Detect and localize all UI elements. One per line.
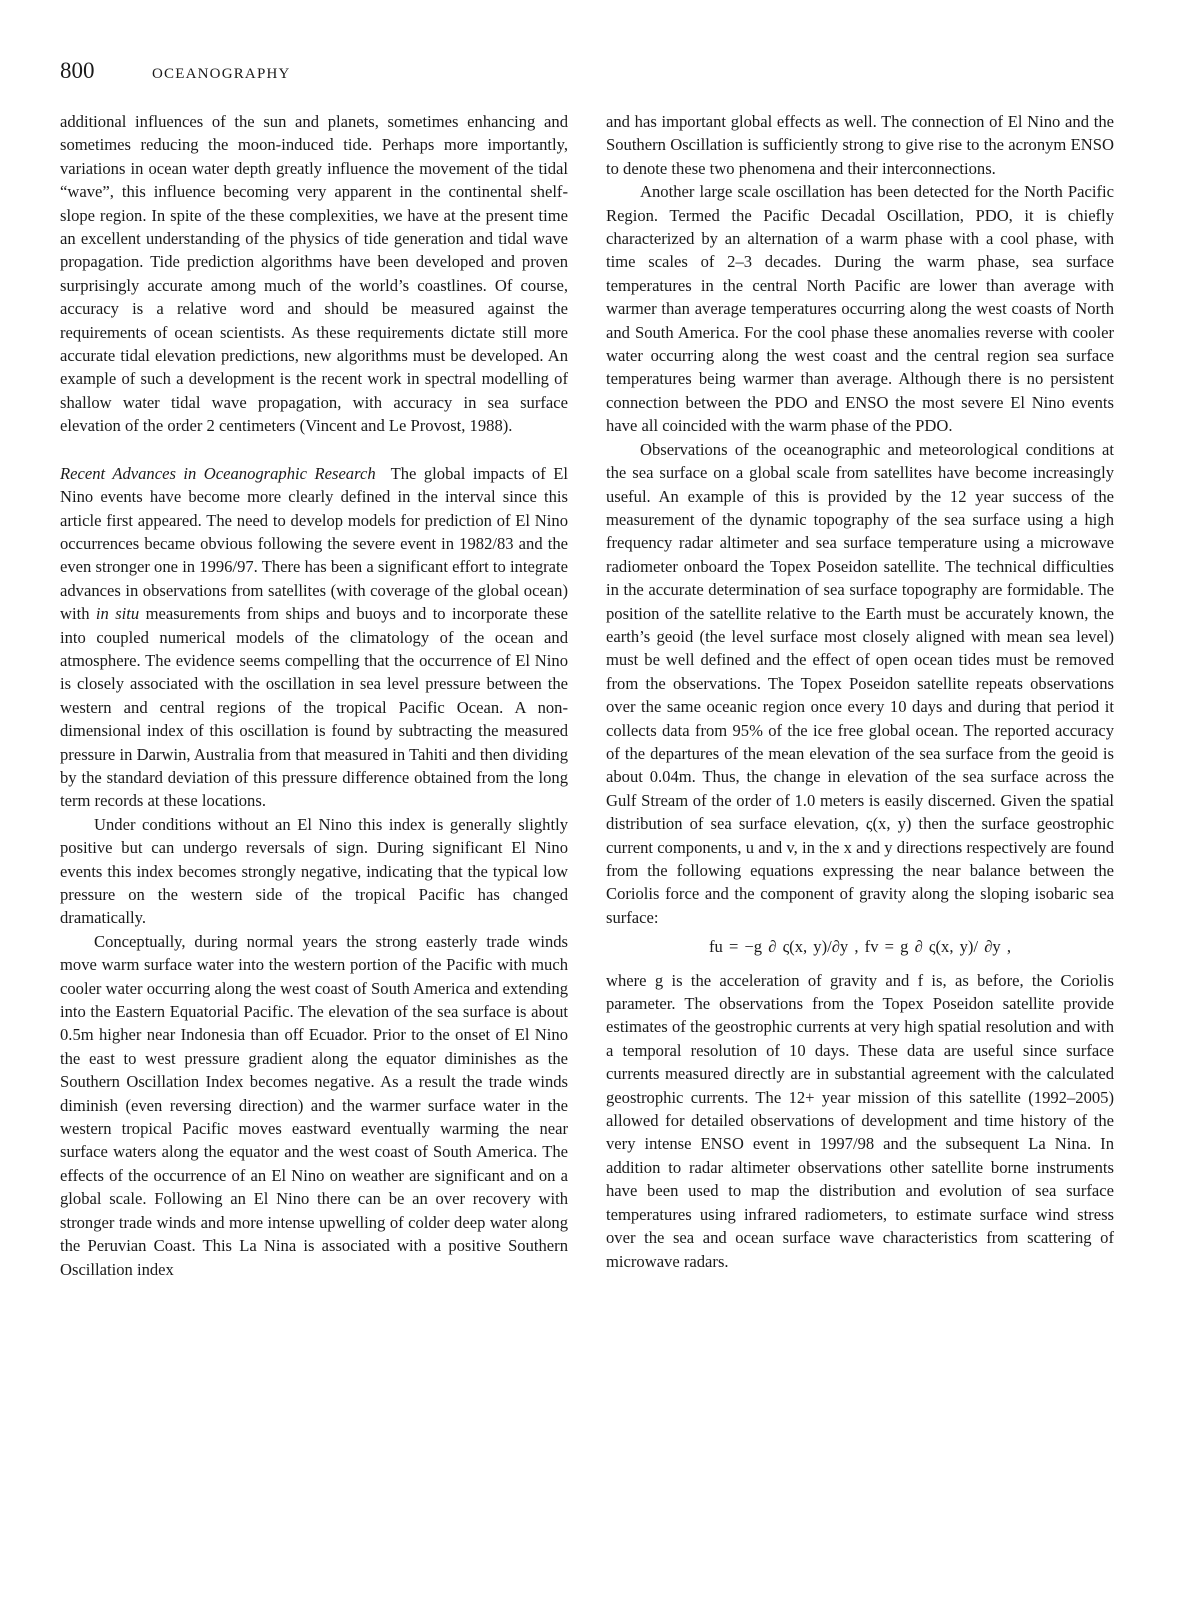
paragraph-text: The global impacts of El Nino events have become more clearly defined in the interval since this article first appeared. The need to develop models for prediction of El Nino occurrences became obvious following the severe event in 1982/83 and the even stronger one in 1996/97. There has been a significant effort to integrate advances in observations from satellites (with coverage of the global ocean) with: [60, 463, 568, 624]
paragraph-topex-results: where g is the acceleration of gravity and f is, as before, the Coriolis parameter. The observations from the Topex Poseidon satellite provide estimates of the geostrophic currents at very high spatial resolution and with a temporal resolution of 10 days. These data are useful since surface currents measured directly are in substantial agreement with the calculated geostrophic currents. The 12+ year mission of this satellite (1992–2005) allowed for detailed observations of development and time history of the very intense ENSO event in 1997/98 and the subsequent La Nina. In addition to radar altimeter observations other satellite borne instruments have been used to map the distribution and evolution of sea surface temperatures using infrared radiometers, to estimate surface wind stress over the sea and ocean surface wave characteristics from scattering of microwave radars.: [606, 970, 1114, 1271]
paragraph-text: measurements from ships and buoys and to incorporate these into coupled numerical models of the climatology of the ocean and atmosphere. The evidence seems compelling that the occurrence of El Nino is closely associated with the oscillation in sea level pressure between the western and central regions of the tropical Pacific Ocean. A non-dimensional index of this oscillation is found by subtracting the measured pressure in Darwin, Australia from that measured in Tahiti and then dividing by the standard deviation of this pressure difference obtained from the long term records at these locations.: [60, 604, 569, 811]
geostrophic-equation: fu = −g ∂ ς(x, y)/∂y , fv = g ∂ ς(x, y)/ ∂y ,: [708, 937, 1012, 957]
paragraph-recent-advances: [60, 462, 568, 813]
page-header: [60, 58, 291, 84]
left-column: [60, 110, 568, 1281]
paragraph-enso: and has important global effects as well. The connection of El Nino and the Southern Oscillation is sufficiently strong to give rise to the acronym ENSO to denote these two phenomena and their interconnections.: [606, 112, 1114, 178]
paragraph-normal-years: Conceptually, during normal years the strong easterly trade winds move warm surface water into the western portion of the Pacific with much cooler water occurring along the west coast of South America and extending into the Eastern Equatorial Pacific. The elevation of the sea surface is about 0.5m higher near Indonesia than off Ecuador. Prior to the onset of El Nino the east to west pressure gradient along the equator diminishes as the Southern Oscillation Index becomes negative. As a result the trade winds diminish (even reversing direction) and the warmer surface water in the western tropical Pacific moves eastward eventually warming the near surface waters along the equator and the west coast of South America. The effects of the occurrence of an El Nino on weather are significant and on a global scale. Following an El Nino there can be an over recovery with stronger trade winds and more intense upwelling of colder deep water along the Peruvian Coast. This La Nina is associated with a positive Southern Oscillation index: [60, 931, 568, 1279]
paragraph-tides-continued: additional influences of the sun and planets, sometimes enhancing and sometimes reducing the moon-induced tide. Perhaps more importantly, variations in ocean water depth greatly influence the movement of the tidal “wave”, this influence becoming very apparent in the continental shelf-slope region. In spite of the these complexities, we have at the present time an excellent understanding of the physics of tide generation and tidal wave propagation. Tide prediction algorithms have been developed and proven surprisingly accurate among much of the world’s coastlines. Of course, accuracy is a relative word and should be measured against the requirements of ocean scientists. As these requirements dictate still more accurate tidal elevation predictions, new algorithms must be developed. An example of such a development is the recent work in spectral modelling of shallow water tidal wave propagation, with accuracy in sea surface elevation of the order 2 centimeters (Vincent and Le Provost, 1988).: [60, 112, 568, 436]
paragraph-index-conditions: Under conditions without an El Nino this index is generally slightly positive but can undergo reversals of sign. During significant El Nino events this index becomes strongly negative, indicating that the typical low pressure on the western side of the tropical Pacific has changed dramatically.: [60, 814, 568, 928]
paragraph-satellite-observations: Observations of the oceanographic and meteorological conditions at the sea surface on a global scale from satellites have become increasingly useful. An example of this is provided by the 12 year success of the measurement of the dynamic topography of the sea surface using a high frequency radar altimeter and sea surface temperature using a microwave radiometer onboard the Topex Poseidon satellite. The technical difficulties in the accurate determination of sea surface topography are formidable. The position of the satellite relative to the Earth must be accurately known, the earth’s geoid (the level surface most closely aligned with mean sea level) must be well defined and the effect of open ocean tides must be removed from the observations. The Topex Poseidon satellite repeats observations over the same oceanic region once every 10 days and during that period it collects data from 95% of the ice free global ocean. The reported accuracy of the departures of the mean elevation of the sea surface from the geoid is about 0.04m. Thus, the change in elevation of the sea surface across the Gulf Stream of the order of 1.0 meters is easily discerned. Given the spatial distribution of sea surface elevation, ς(x, y) then the surface geostrophic current components, u and v, in the x and y directions respectively are found from the following equations expressing the near balance between the Coriolis force and the component of gravity along the sloping isobaric sea surface:: [606, 439, 1114, 927]
page-number: 800: [60, 58, 95, 83]
section-heading: Recent Advances in Oceanographic Research: [60, 463, 376, 483]
right-column: [606, 110, 1114, 1273]
paragraph-pdo: Another large scale oscillation has been detected for the North Pacific Region. Termed the Pacific Decadal Oscillation, PDO, it is chiefly characterized by an alternation of a warm phase with a cool phase, with time scales of 2–3 decades. During the warm phase, sea surface temperatures in the central North Pacific are lower than average with warmer than average temperatures occurring along the west coasts of North and South America. For the cool phase these anomalies reverse with cooler water occurring along the west coast and the central region sea surface temperatures being warmer than average. Although there is no persistent connection between the PDO and ENSO the most severe El Nino events have all coincided with the warm phase of the PDO.: [606, 182, 1114, 436]
italic-term: in situ: [95, 604, 140, 624]
running-head: OCEANOGRAPHY: [152, 66, 291, 82]
